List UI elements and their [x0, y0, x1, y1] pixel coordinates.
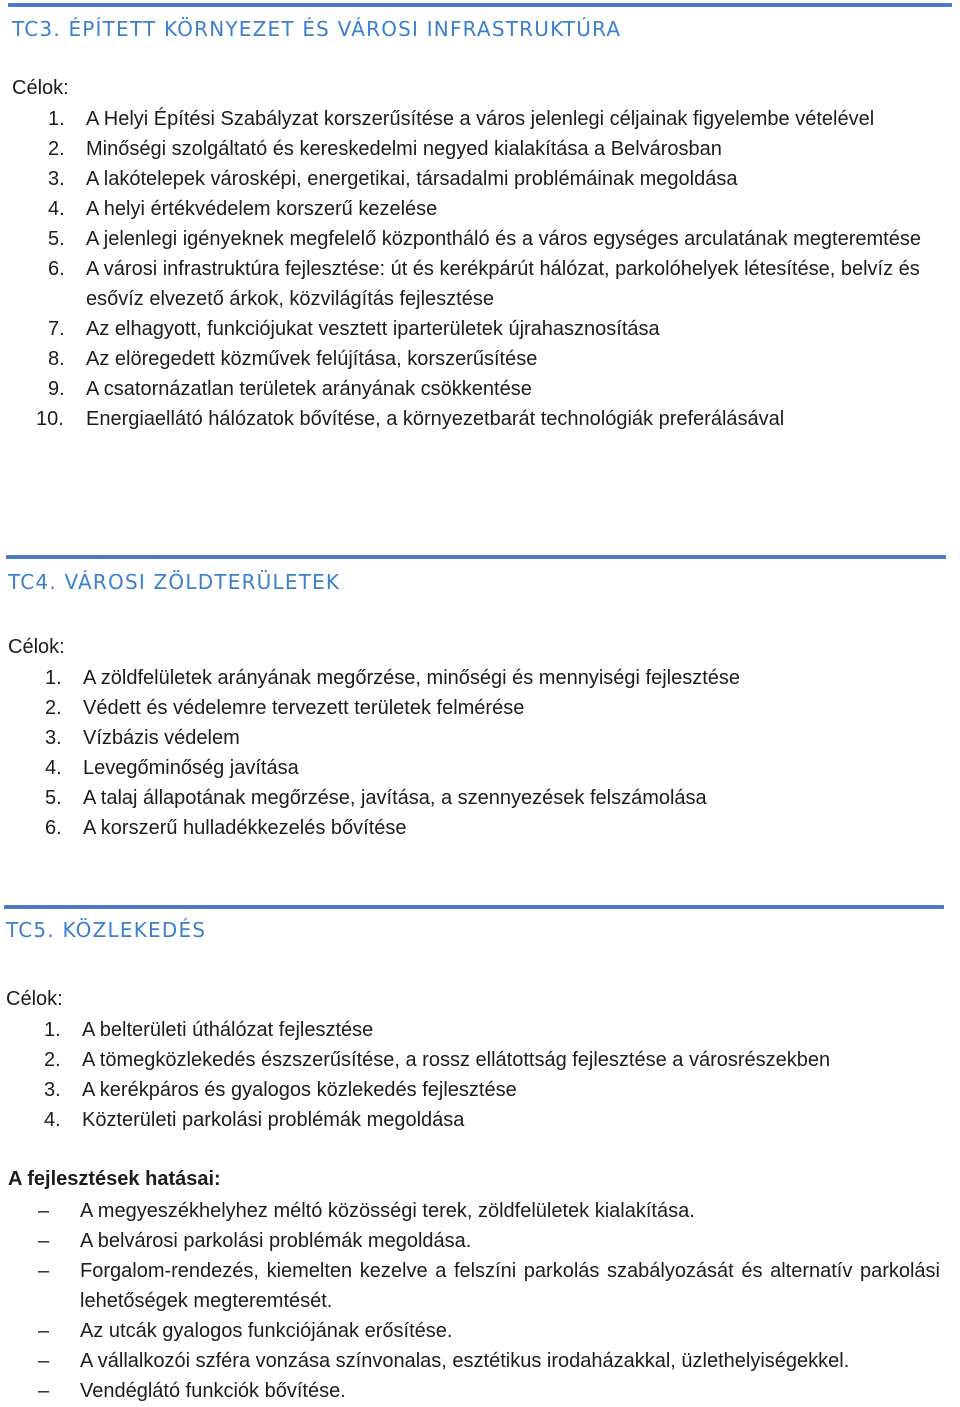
- item-text: A tömegközlekedés észszerűsítése, a rossz ellátottság fejlesztése a városrészekben: [82, 1049, 831, 1071]
- list-item: [38, 1256, 940, 1316]
- list-item: [44, 1075, 944, 1105]
- section-heading-tc5: TC5. KÖZLEKEDÉS: [6, 918, 207, 942]
- item-number: 1.: [45, 667, 62, 689]
- item-number: 3.: [45, 727, 62, 749]
- list-item: [48, 344, 948, 374]
- dash-bullet: –: [38, 1230, 50, 1252]
- list-item: [45, 753, 945, 783]
- item-text: Az elöregedett közművek felújítása, korszerűsítése: [86, 348, 538, 370]
- item-number: 2.: [45, 697, 62, 719]
- list-item: [48, 164, 948, 194]
- item-number: 7.: [48, 318, 65, 340]
- dash-bullet: –: [38, 1200, 50, 1222]
- item-text: A belterületi úthálózat fejlesztése: [82, 1019, 374, 1041]
- item-text: A csatornázatlan területek arányának csökkentése: [86, 378, 532, 400]
- item-text: Energiaellátó hálózatok bővítése, a környezetbarát technológiák preferálásával: [86, 408, 785, 430]
- list-item: [45, 663, 945, 693]
- list-item: [36, 404, 948, 434]
- item-text: A talaj állapotának megőrzése, javítása, a szennyezések felszámolása: [83, 787, 707, 809]
- goals-label: Célok:: [12, 77, 69, 99]
- item-number: 10.: [36, 408, 64, 430]
- list-item: [48, 104, 948, 134]
- item-text: A jelenlegi igényeknek megfelelő központháló és a város egységes arculatának megteremtése: [86, 228, 921, 250]
- dash-bullet: –: [38, 1350, 50, 1372]
- list-item: [45, 783, 945, 813]
- item-number: 6.: [45, 817, 62, 839]
- list-item: [48, 224, 948, 254]
- item-text: A megyeszékhelyhez méltó közösségi terek, zöldfelületek kialakítása.: [80, 1200, 695, 1222]
- item-text: Az utcák gyalogos funkciójának erősítése.: [80, 1320, 453, 1342]
- item-number: 4.: [48, 198, 65, 220]
- list-item: [44, 1015, 944, 1045]
- item-text: Levegőminőség javítása: [83, 757, 299, 779]
- list-item: [38, 1226, 940, 1256]
- goals-list-tc5: [44, 1015, 944, 1135]
- goals-list-tc3: [36, 104, 948, 434]
- item-text: A vállalkozói szféra vonzása színvonalas, esztétikus irodaházakkal, üzlethelyiségekkel.: [80, 1350, 850, 1372]
- item-number: 2.: [48, 138, 65, 160]
- item-text: Közterületi parkolási problémák megoldása: [82, 1109, 465, 1131]
- list-item: [48, 314, 948, 344]
- item-text: Védett és védelemre tervezett területek felmérése: [83, 697, 525, 719]
- item-text: Forgalom-rendezés, kiemelten kezelve a felszíni parkolás szabályozását és alternatív parkolási lehetőségek megteremtését.: [80, 1260, 940, 1312]
- list-item: [44, 1105, 944, 1135]
- item-text: A belvárosi parkolási problémák megoldása.: [80, 1230, 472, 1252]
- list-item: [38, 1196, 940, 1226]
- dash-bullet: –: [38, 1320, 50, 1342]
- goals-list-tc4: [45, 663, 945, 843]
- goals-label: Célok:: [6, 988, 63, 1010]
- list-item: [48, 254, 948, 314]
- list-item: [48, 194, 948, 224]
- section-heading-tc3: TC3. ÉPÍTETT KÖRNYEZET ÉS VÁROSI INFRASTRUKTÚRA: [12, 17, 622, 41]
- list-item: [45, 693, 945, 723]
- item-number: 1.: [48, 108, 65, 130]
- item-text: A lakótelepek városképi, energetikai, társadalmi problémáinak megoldása: [86, 168, 738, 190]
- item-text: Minőségi szolgáltató és kereskedelmi negyed kialakítása a Belvárosban: [86, 138, 722, 160]
- list-item: [38, 1316, 940, 1346]
- list-item: [48, 134, 948, 164]
- item-text: A korszerű hulladékkezelés bővítése: [83, 817, 407, 839]
- dash-bullet: –: [38, 1380, 50, 1402]
- effects-list: [38, 1196, 940, 1406]
- item-text: A városi infrastruktúra fejlesztése: út és kerékpárút hálózat, parkolóhelyek létesítése, belvíz és esővíz elvezető árkok, közvilágítás fejlesztése: [86, 258, 920, 310]
- item-number: 3.: [44, 1079, 61, 1101]
- list-item: [44, 1045, 944, 1075]
- item-number: 5.: [45, 787, 62, 809]
- section-divider: [6, 555, 946, 559]
- item-text: Vendéglátó funkciók bővítése.: [80, 1380, 346, 1402]
- section-divider: [4, 905, 944, 909]
- list-item: [38, 1376, 940, 1406]
- dash-bullet: –: [38, 1260, 50, 1282]
- section-divider: [8, 3, 952, 7]
- item-number: 9.: [48, 378, 65, 400]
- item-text: A helyi értékvédelem korszerű kezelése: [86, 198, 438, 220]
- item-text: A kerékpáros és gyalogos közlekedés fejlesztése: [82, 1079, 517, 1101]
- item-text: A zöldfelületek arányának megőrzése, minőségi és mennyiségi fejlesztése: [83, 667, 741, 689]
- item-number: 3.: [48, 168, 65, 190]
- item-text: Vízbázis védelem: [83, 727, 240, 749]
- list-item: [38, 1346, 940, 1376]
- item-number: 4.: [44, 1109, 61, 1131]
- item-text: A Helyi Építési Szabályzat korszerűsítése a város jelenlegi céljainak figyelembe vételével: [86, 108, 875, 130]
- effects-heading: A fejlesztések hatásai:: [8, 1168, 221, 1190]
- list-item: [45, 813, 945, 843]
- item-number: 8.: [48, 348, 65, 370]
- item-number: 1.: [44, 1019, 61, 1041]
- item-number: 2.: [44, 1049, 61, 1071]
- list-item: [45, 723, 945, 753]
- section-heading-tc4: TC4. VÁROSI ZÖLDTERÜLETEK: [8, 570, 341, 594]
- item-number: 6.: [48, 258, 65, 280]
- goals-label: Célok:: [8, 636, 65, 658]
- item-number: 5.: [48, 228, 65, 250]
- list-item: [48, 374, 948, 404]
- item-text: Az elhagyott, funkciójukat vesztett iparterületek újrahasznosítása: [86, 318, 660, 340]
- item-number: 4.: [45, 757, 62, 779]
